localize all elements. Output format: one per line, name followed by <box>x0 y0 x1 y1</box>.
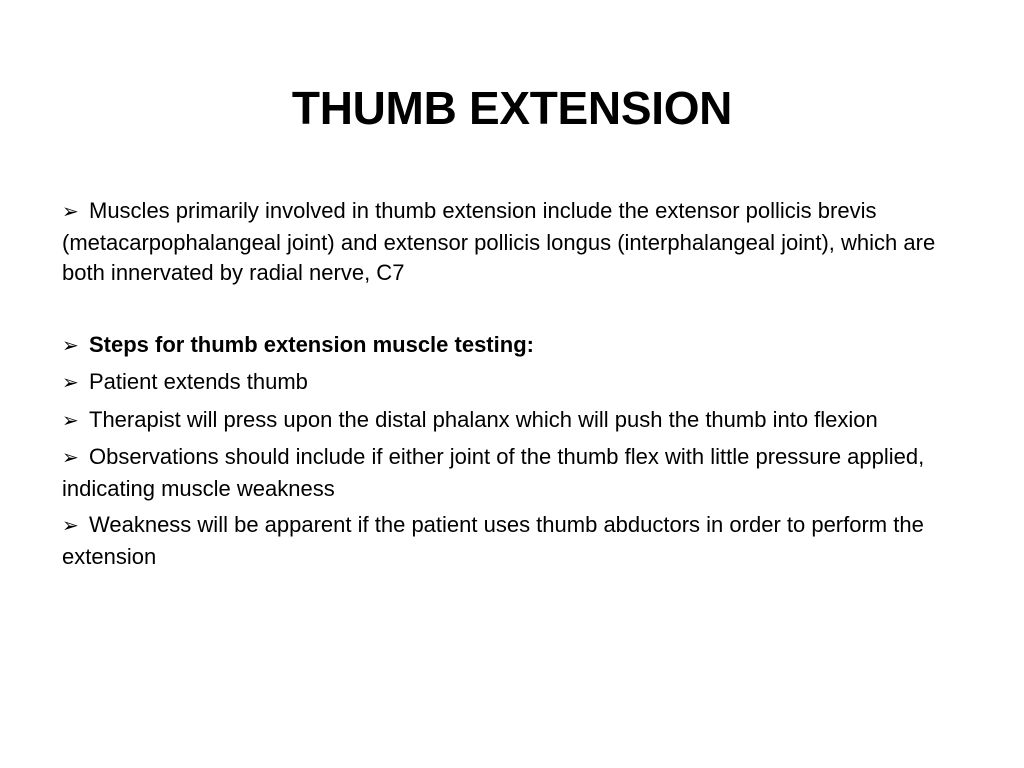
bullet-text: Patient extends thumb <box>89 369 308 394</box>
arrow-bullet-icon: ➢ <box>62 372 79 394</box>
arrow-bullet-icon: ➢ <box>62 201 79 223</box>
bullet-text: Weakness will be apparent if the patient uses thumb abductors in order to perform the extension <box>62 512 924 569</box>
arrow-bullet-icon: ➢ <box>62 409 79 432</box>
bullet-text: Steps for thumb extension muscle testing: <box>89 331 534 357</box>
bullet-text: Muscles primarily involved in thumb extension include the extensor pollicis brevis (metacarpophalangeal joint) and extensor pollicis longus (interphalangeal joint), which are both innervated by radial nerve, C7 <box>62 198 936 285</box>
bullet-item-observations <box>62 442 982 504</box>
bullet-item-muscles <box>62 196 982 289</box>
bullet-item-therapist-press <box>62 405 982 437</box>
bullet-text: Therapist will press upon the distal phalanx which will push the thumb into flexion <box>89 406 878 432</box>
slide-title: THUMB EXTENSION <box>291 82 733 134</box>
arrow-bullet-icon: ➢ <box>62 447 79 469</box>
bullet-item-patient-extends <box>62 367 982 399</box>
arrow-bullet-icon: ➢ <box>62 515 79 537</box>
bullet-item-steps-heading <box>62 330 982 362</box>
bullet-item-weakness <box>62 510 982 572</box>
bullet-text: Observations should include if either joint of the thumb flex with little pressure applied, indicating muscle weakness <box>62 444 925 501</box>
slide-body <box>62 196 982 578</box>
arrow-bullet-icon: ➢ <box>62 334 79 357</box>
